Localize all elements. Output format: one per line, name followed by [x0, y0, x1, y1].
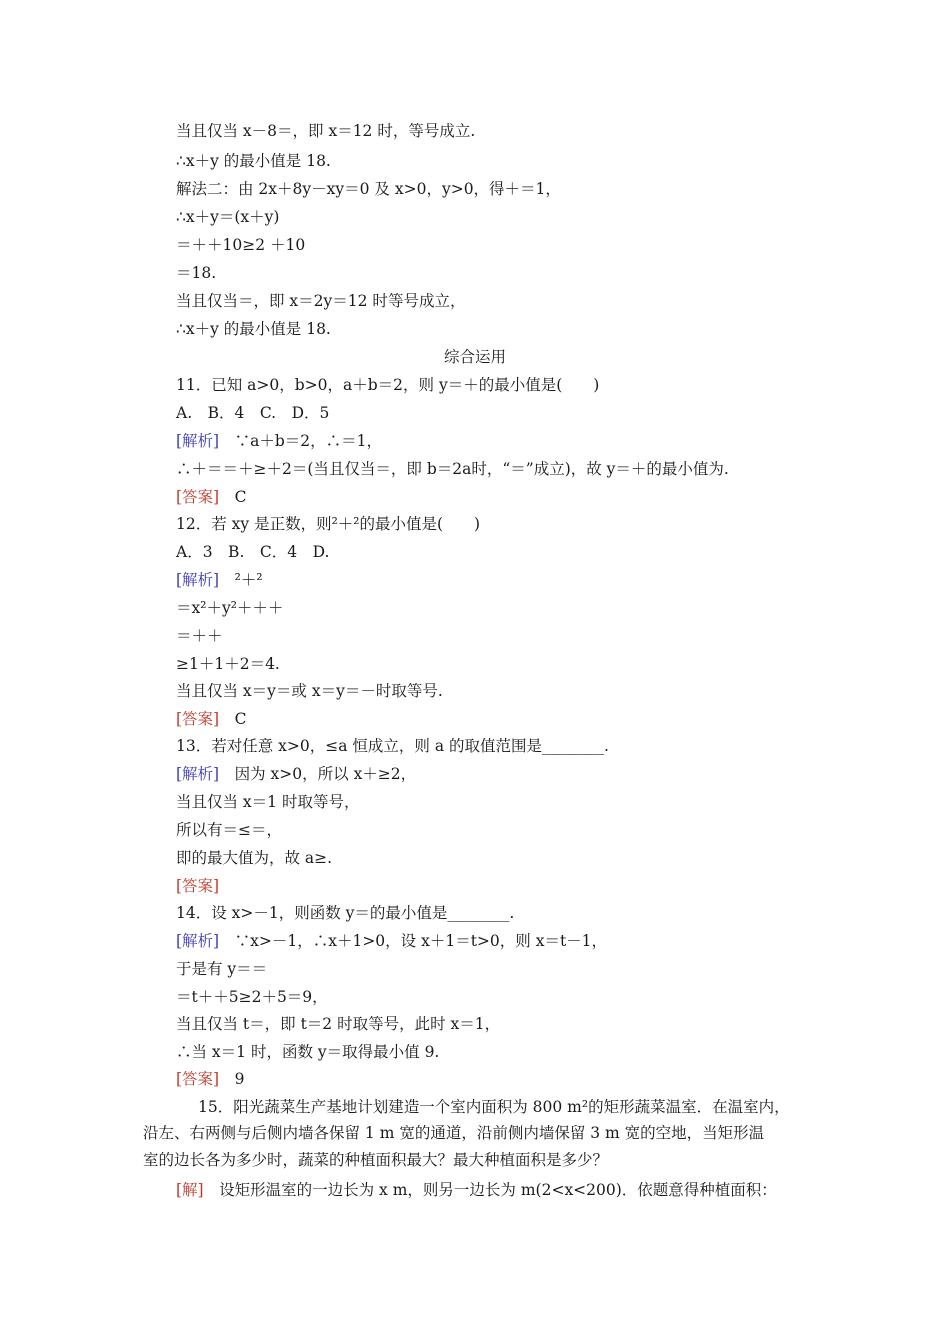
analysis-text: ∵x>－1，∴x＋1>0，设 x＋1＝t>0，则 x＝t－1， — [234, 932, 608, 950]
text-line: 当且仅当＝，即 x＝2y＝12 时等号成立， — [176, 292, 466, 310]
question-15-cont: 沿左、右两侧与后侧内墙各保留 1 m 宽的通道，沿前侧内墙保留 3 m 宽的空地，当矩形温 — [143, 1124, 765, 1142]
answer-text: 9 — [234, 1070, 245, 1088]
answer-row — [176, 1069, 245, 1089]
analysis-text: 当且仅当 x＝1 时取等号， — [176, 793, 360, 811]
analysis-tag: [解析] — [176, 765, 220, 783]
solution-row — [176, 1180, 777, 1200]
analysis-row — [176, 764, 416, 784]
answer-tag: [答案] — [176, 488, 220, 506]
analysis-text: 当且仅当 t＝，即 t＝2 时取等号，此时 x＝1， — [176, 1015, 501, 1033]
section-title: 综合运用 — [443, 348, 506, 366]
answer-row — [176, 487, 247, 507]
question-12-options: A．3 B. C．4 D. — [176, 543, 330, 561]
text-line: 当且仅当 x－8＝，即 x＝12 时，等号成立. — [176, 122, 476, 140]
analysis-text: 于是有 y＝＝ — [176, 960, 268, 978]
question-12: 12．若 xy 是正数，则²＋²的最小值是( ) — [176, 515, 481, 533]
analysis-text: ＝＋＋ — [176, 627, 223, 645]
analysis-text: ＝t＋＋5≥2＋5＝9， — [176, 988, 328, 1006]
analysis-text: ∵a＋b＝2，∴＝1， — [234, 432, 383, 450]
question-15-cont: 室的边长各为多少时，蔬菜的种植面积最大？最大种植面积是多少？ — [143, 1151, 609, 1169]
answer-row — [176, 876, 219, 896]
answer-row — [176, 709, 247, 729]
analysis-text: 即的最大值为，故 a≥. — [176, 849, 333, 867]
solution-text: 设矩形温室的一边长为 x m，则另一边长为 m(2<x<200)．依题意得种植面积： — [219, 1181, 777, 1199]
analysis-row — [176, 570, 263, 590]
text-line: ∴x＋y＝(x＋y) — [176, 208, 280, 226]
answer-text: C — [234, 710, 247, 728]
analysis-tag: [解析] — [176, 571, 220, 589]
analysis-row — [176, 431, 382, 451]
analysis-text: 因为 x>0，所以 x＋≥2， — [234, 765, 417, 783]
analysis-text: 当且仅当 x＝y＝或 x＝y＝－时取等号. — [176, 682, 443, 700]
answer-tag: [答案] — [176, 877, 220, 895]
text-line: ∴x＋y 的最小值是 18. — [176, 320, 331, 338]
question-15: 15．阳光蔬菜生产基地计划建造一个室内面积为 800 m²的矩形蔬菜温室．在温室内， — [198, 1098, 790, 1116]
analysis-text: ≥1＋1＋2＝4. — [176, 655, 280, 673]
analysis-text: ∴＋＝＝＋≥＋2＝(当且仅当＝，即 b＝2a时，“＝”成立)，故 y＝＋的最小值为. — [176, 460, 729, 478]
question-11-options: A. B．4 C. D．5 — [176, 404, 330, 422]
answer-tag: [答案] — [176, 710, 220, 728]
question-13: 13．若对任意 x>0，≤a 恒成立，则 a 的取值范围是________. — [176, 737, 609, 755]
answer-text: C — [234, 488, 247, 506]
text-line: 解法二：由 2x＋8y－xy＝0 及 x>0，y>0，得＋＝1， — [176, 180, 561, 198]
analysis-tag: [解析] — [176, 932, 220, 950]
analysis-text: 所以有＝≤＝， — [176, 821, 282, 839]
text-line: ∴x＋y 的最小值是 18. — [176, 152, 331, 170]
solution-tag: [解] — [176, 1181, 204, 1199]
analysis-text: ∴当 x＝1 时，函数 y＝取得最小值 9. — [176, 1043, 440, 1061]
analysis-text: ＝x²＋y²＋＋＋ — [176, 599, 284, 617]
answer-tag: [答案] — [176, 1070, 220, 1088]
analysis-row — [176, 931, 607, 951]
analysis-tag: [解析] — [176, 432, 220, 450]
question-14: 14．设 x>－1，则函数 y＝的最小值是________. — [176, 904, 515, 922]
text-line: ＝18. — [176, 264, 217, 282]
text-line: ＝＋＋10≥2 ＋10 — [176, 236, 306, 254]
analysis-text: ²＋² — [234, 571, 263, 589]
question-11: 11．已知 a>0，b>0，a＋b＝2，则 y＝＋的最小值是( ) — [176, 376, 600, 394]
